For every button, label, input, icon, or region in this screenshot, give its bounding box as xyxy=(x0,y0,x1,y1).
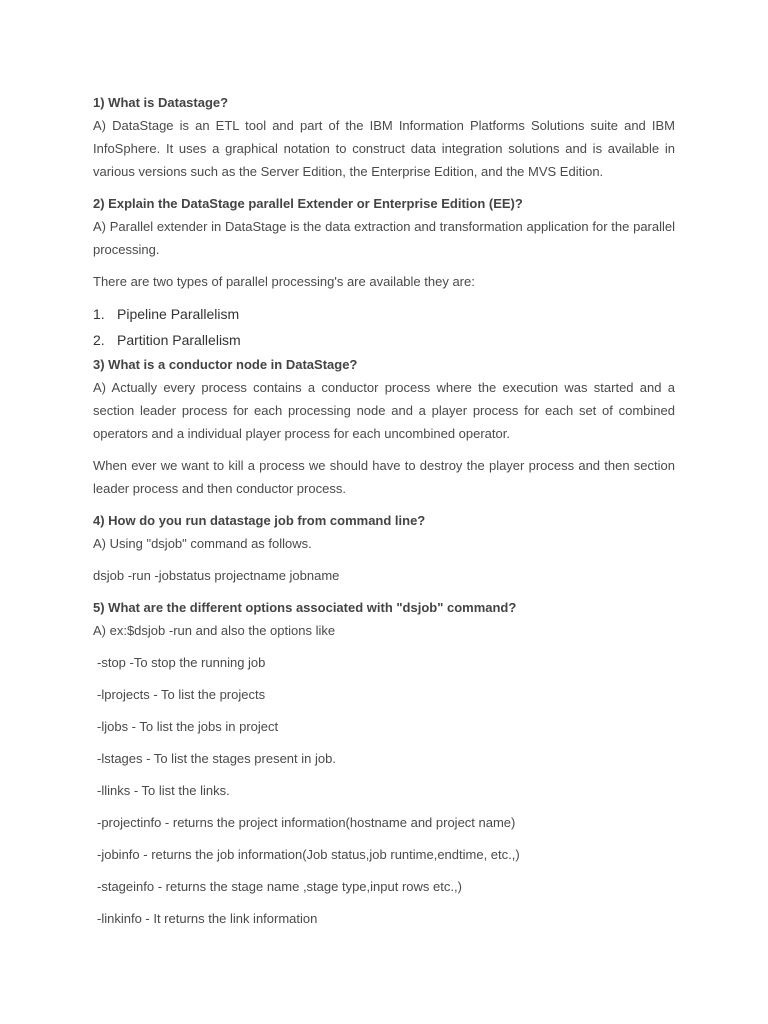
option-item: -projectinfo - returns the project information(hostname and project name) xyxy=(97,815,516,830)
answer-2: A) Parallel extender in DataStage is the data extraction and transformation application for the parallel processing. xyxy=(93,219,675,257)
answer-3: A) Actually every process contains a conductor process where the execution was started and a section leader process for each processing node and a player process for each set of combined operators and a individual player process for each uncombined operator. xyxy=(93,380,675,441)
answer-1: A) DataStage is an ETL tool and part of the IBM Information Platforms Solutions suite and IBM InfoSphere. It uses a graphical notation to construct data integration solutions and is available in various versions such as the Server Edition, the Enterprise Edition, and the MVS Edition. xyxy=(93,118,675,179)
list-item-label: Pipeline Parallelism xyxy=(117,306,240,322)
answer-4: A) Using "dsjob" command as follows. xyxy=(93,536,312,551)
question-1: 1) What is Datastage? xyxy=(93,95,229,110)
question-5: 5) What are the different options associated with "dsjob" command? xyxy=(93,600,517,615)
option-item: -linkinfo - It returns the link information xyxy=(97,911,318,926)
question-3: 3) What is a conductor node in DataStage? xyxy=(93,357,358,372)
dsjob-options xyxy=(93,651,675,930)
kill-process-note: When ever we want to kill a process we should have to destroy the player process and then section leader process and then conductor process. xyxy=(93,458,675,496)
list-number: 2. xyxy=(93,332,105,348)
list-number: 1. xyxy=(93,306,105,322)
list-item-label: Partition Parallelism xyxy=(117,332,241,348)
option-item: -stageinfo - returns the stage name ,stage type,input rows etc.,) xyxy=(97,879,462,894)
parallel-intro: There are two types of parallel processing's are available they are: xyxy=(93,274,475,289)
answer-5: A) ex:$dsjob -run and also the options like xyxy=(93,623,336,638)
option-item: -lprojects - To list the projects xyxy=(97,687,266,702)
list-item xyxy=(93,327,675,353)
document-page xyxy=(93,91,675,930)
option-item: -lstages - To list the stages present in job. xyxy=(97,751,336,766)
list-item xyxy=(93,301,675,327)
command-example: dsjob -run -jobstatus projectname jobname xyxy=(93,568,340,583)
question-4: 4) How do you run datastage job from command line? xyxy=(93,513,426,528)
parallelism-list xyxy=(93,301,675,353)
option-item: -stop -To stop the running job xyxy=(97,655,266,670)
option-item: -ljobs - To list the jobs in project xyxy=(97,719,279,734)
option-item: -jobinfo - returns the job information(Job status,job runtime,endtime, etc.,) xyxy=(97,847,520,862)
question-2: 2) Explain the DataStage parallel Extender or Enterprise Edition (EE)? xyxy=(93,196,523,211)
option-item: -llinks - To list the links. xyxy=(97,783,230,798)
